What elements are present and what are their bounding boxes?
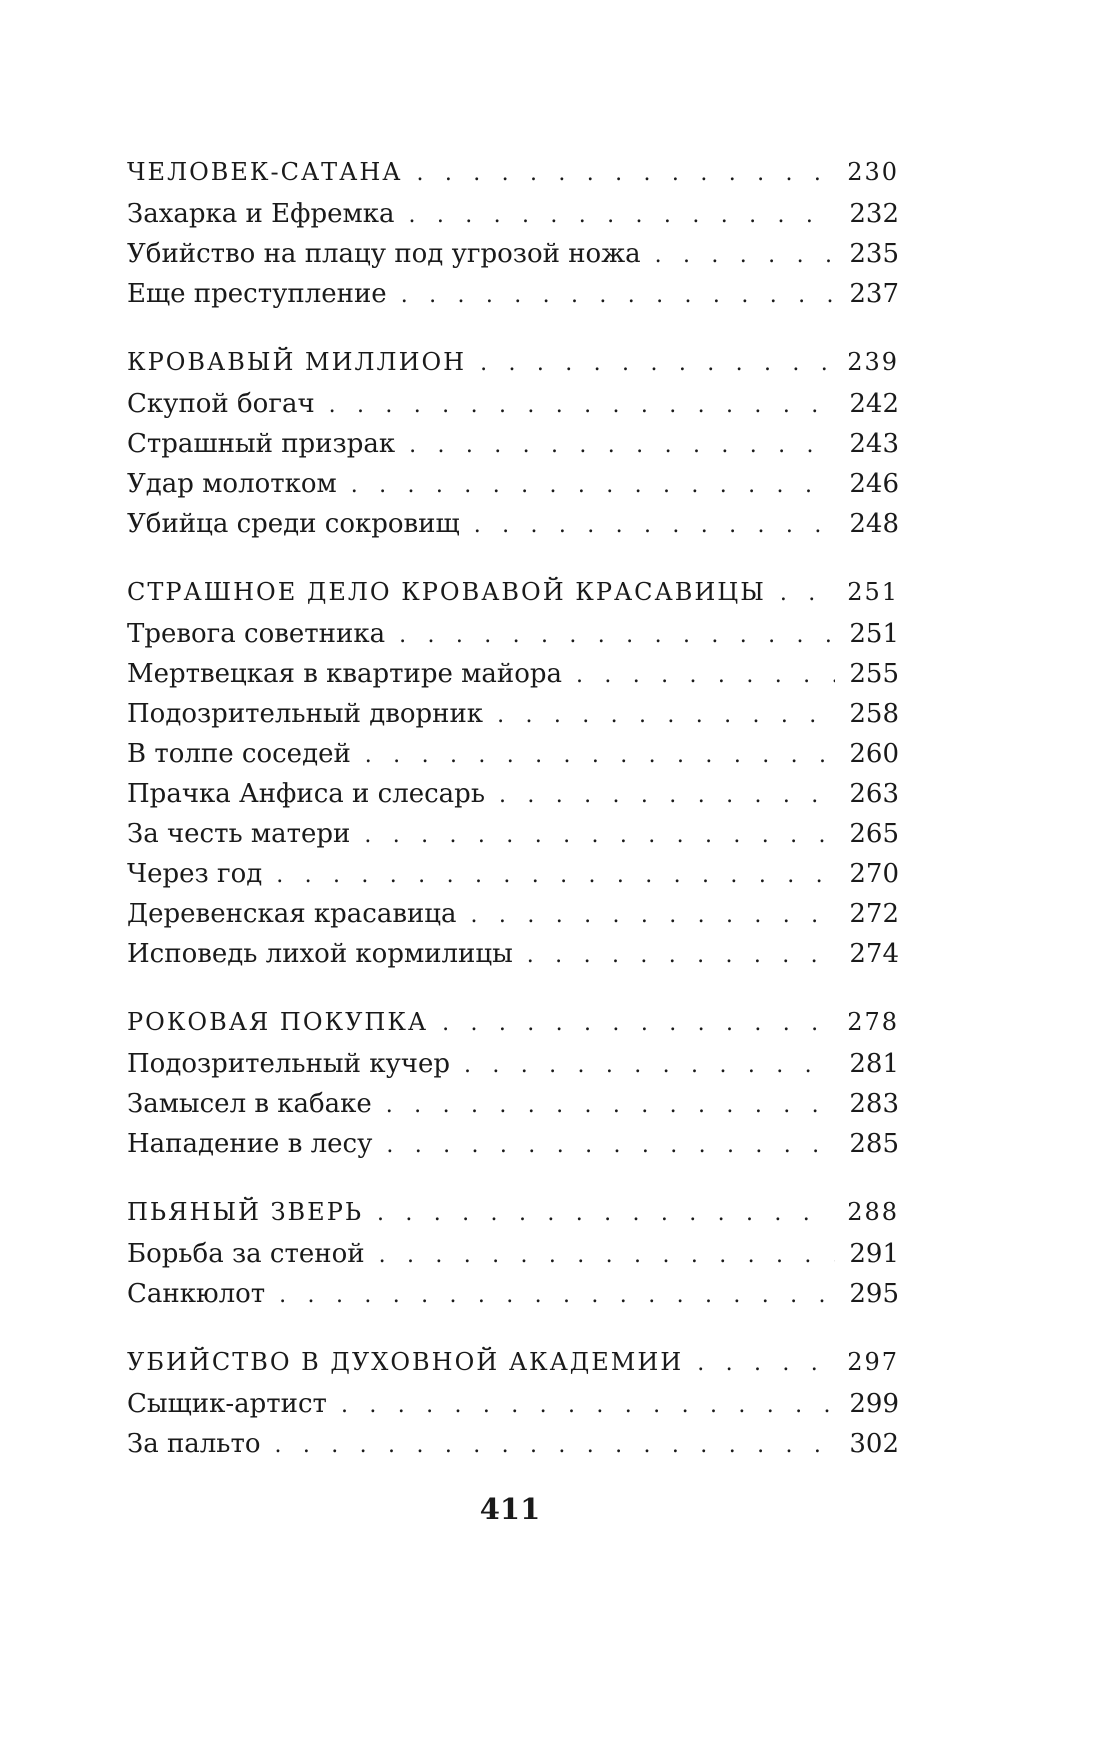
entry-page-number: 237 [849, 279, 899, 309]
toc-entry [127, 1424, 899, 1464]
entry-title: Борьба за стеной [127, 1239, 365, 1269]
toc-section [127, 1000, 899, 1164]
entry-title: Тревога советника [127, 619, 386, 649]
dot-leader [780, 572, 833, 616]
entry-page-number: 232 [849, 199, 899, 229]
dot-leader [408, 196, 835, 236]
toc-section-heading [127, 1000, 899, 1044]
dot-leader [474, 506, 836, 546]
toc-section-heading [127, 1190, 899, 1234]
toc-section-heading [127, 150, 899, 194]
toc-entry [127, 1124, 899, 1164]
page-number: 411 [479, 1492, 541, 1526]
toc-entry [127, 464, 899, 504]
section-title: ПЬЯНЫЙ ЗВЕРЬ [127, 1198, 364, 1226]
dot-leader [464, 1046, 835, 1086]
entry-title: Замысел в кабаке [127, 1089, 372, 1119]
dot-leader [697, 1342, 833, 1386]
dot-leader [409, 426, 835, 466]
entry-title: Подозрительный дворник [127, 699, 484, 729]
entry-title: Прачка Анфиса и слесарь [127, 779, 485, 809]
dot-leader [655, 236, 836, 276]
toc-entry [127, 734, 899, 774]
toc-entry [127, 814, 899, 854]
entry-page-number: 255 [849, 659, 899, 689]
dot-leader [275, 1426, 836, 1466]
dot-leader [365, 736, 836, 776]
toc-entry [127, 774, 899, 814]
dot-leader [527, 936, 836, 976]
entry-title: Страшный призрак [127, 429, 396, 459]
table-of-contents [127, 150, 899, 1490]
toc-entry [127, 854, 899, 894]
entry-page-number: 283 [849, 1089, 899, 1119]
entry-title: Скупой богач [127, 389, 315, 419]
entry-page-number: 274 [849, 939, 899, 969]
toc-entry [127, 654, 899, 694]
section-title: ЧЕЛОВЕК-САТАНА [127, 158, 403, 186]
entry-title: Удар молотком [127, 469, 337, 499]
section-page-number: 239 [847, 348, 899, 376]
entry-page-number: 270 [849, 859, 899, 889]
toc-section [127, 1340, 899, 1464]
dot-leader [386, 1126, 835, 1166]
dot-leader [480, 342, 833, 386]
dot-leader [576, 656, 835, 696]
entry-title: Через год [127, 859, 263, 889]
entry-page-number: 281 [849, 1049, 899, 1079]
toc-entry [127, 424, 899, 464]
section-page-number: 288 [847, 1198, 899, 1226]
section-title: СТРАШНОЕ ДЕЛО КРОВАВОЙ КРАСАВИЦЫ [127, 578, 766, 606]
dot-leader [471, 896, 836, 936]
dot-leader [377, 1192, 833, 1236]
toc-entry [127, 1084, 899, 1124]
toc-entry [127, 1384, 899, 1424]
entry-page-number: 235 [849, 239, 899, 269]
dot-leader [351, 466, 836, 506]
toc-entry [127, 274, 899, 314]
entry-page-number: 260 [849, 739, 899, 769]
dot-leader [399, 616, 835, 656]
toc-entry [127, 1234, 899, 1274]
section-title: КРОВАВЫЙ МИЛЛИОН [127, 348, 467, 376]
toc-entry [127, 194, 899, 234]
entry-page-number: 285 [849, 1129, 899, 1159]
section-page-number: 230 [847, 158, 899, 186]
dot-leader [416, 152, 833, 196]
toc-entry [127, 1274, 899, 1314]
toc-entry [127, 894, 899, 934]
toc-section-heading [127, 1340, 899, 1384]
entry-page-number: 291 [849, 1239, 899, 1269]
dot-leader [379, 1236, 836, 1276]
toc-entry [127, 694, 899, 734]
entry-title: Убийца среди сокровищ [127, 509, 460, 539]
toc-entry [127, 1044, 899, 1084]
entry-title: Деревенская красавица [127, 899, 457, 929]
section-title: УБИЙСТВО В ДУХОВНОЙ АКАДЕМИИ [127, 1348, 684, 1376]
entry-title: Исповедь лихой кормилицы [127, 939, 513, 969]
entry-title: Захарка и Ефремка [127, 199, 395, 229]
entry-page-number: 299 [849, 1389, 899, 1419]
dot-leader [497, 696, 835, 736]
entry-page-number: 295 [849, 1279, 899, 1309]
toc-section [127, 340, 899, 544]
entry-title: Сыщик-артист [127, 1389, 327, 1419]
section-page-number: 297 [847, 1348, 899, 1376]
entry-title: За честь матери [127, 819, 351, 849]
dot-leader [329, 386, 836, 426]
entry-page-number: 243 [849, 429, 899, 459]
entry-title: Мертвецкая в квартире майора [127, 659, 562, 689]
entry-title: Еще преступление [127, 279, 387, 309]
toc-section-heading [127, 340, 899, 384]
toc-entry [127, 234, 899, 274]
entry-page-number: 248 [849, 509, 899, 539]
dot-leader [442, 1002, 833, 1046]
entry-page-number: 251 [849, 619, 899, 649]
entry-title: Убийство на плацу под угрозой ножа [127, 239, 641, 269]
dot-leader [499, 776, 835, 816]
entry-title: В толпе соседей [127, 739, 351, 769]
entry-page-number: 272 [849, 899, 899, 929]
toc-entry [127, 384, 899, 424]
section-page-number: 251 [847, 578, 899, 606]
dot-leader [386, 1086, 836, 1126]
toc-section [127, 1190, 899, 1314]
toc-entry [127, 504, 899, 544]
entry-page-number: 265 [849, 819, 899, 849]
section-title: РОКОВАЯ ПОКУПКА [127, 1008, 429, 1036]
dot-leader [341, 1386, 835, 1426]
entry-title: Подозрительный кучер [127, 1049, 450, 1079]
entry-page-number: 258 [849, 699, 899, 729]
entry-page-number: 302 [849, 1429, 899, 1459]
dot-leader [364, 816, 835, 856]
toc-entry [127, 934, 899, 974]
dot-leader [276, 856, 835, 896]
toc-section-heading [127, 570, 899, 614]
entry-page-number: 263 [849, 779, 899, 809]
entry-title: Санкюлот [127, 1279, 266, 1309]
entry-page-number: 242 [849, 389, 899, 419]
toc-section [127, 150, 899, 314]
entry-page-number: 246 [849, 469, 899, 499]
entry-title: За пальто [127, 1429, 261, 1459]
toc-entry [127, 614, 899, 654]
section-page-number: 278 [847, 1008, 899, 1036]
entry-title: Нападение в лесу [127, 1129, 373, 1159]
toc-section [127, 570, 899, 974]
dot-leader [401, 276, 836, 316]
dot-leader [279, 1276, 835, 1316]
